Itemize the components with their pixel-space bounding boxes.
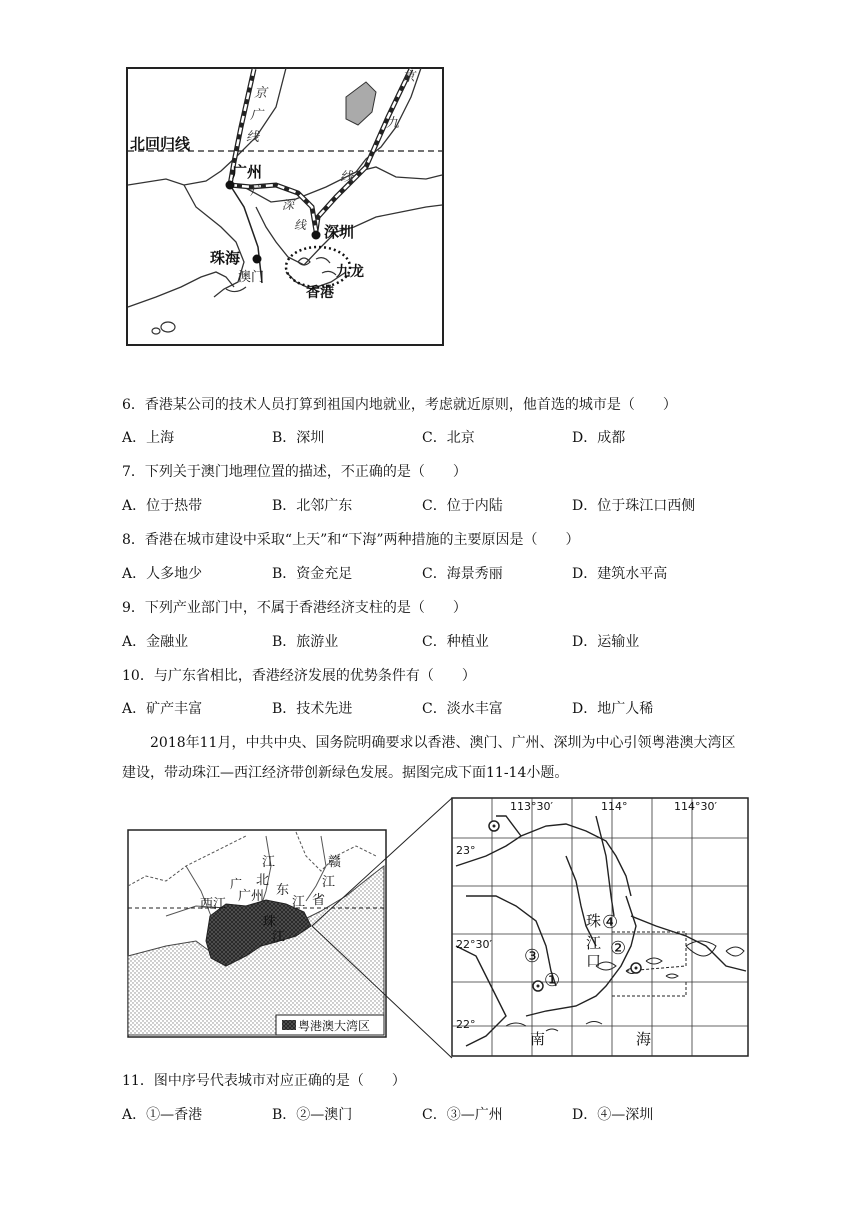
pearl-river-delta-railway-map xyxy=(126,67,444,347)
question-stem: 6．香港某公司的技术人员打算到祖国内地就业，考虑就近原则，他首选的城市是（ ） xyxy=(122,397,677,413)
jingguang-label-1: 京 xyxy=(254,86,268,101)
option-b[interactable]: B．②—澳门 xyxy=(272,1107,353,1123)
guangzhou-label: 广州 xyxy=(232,163,263,181)
lon-label-3: 114°30′ xyxy=(674,800,717,813)
ganjiang-label-2: 江 xyxy=(322,875,336,890)
macau-label: 澳门 xyxy=(238,270,265,285)
guangshen-label-3: 线 xyxy=(294,218,307,232)
jingjiu-label-2: 九 xyxy=(386,116,400,131)
lat-label-1: 23° xyxy=(456,844,476,857)
detail-map xyxy=(452,798,748,1056)
option-d[interactable]: D．地广人稀 xyxy=(572,701,654,717)
option-b[interactable]: B．深圳 xyxy=(272,430,325,446)
passage-text: 2018年11月，中共中央、国务院明确要求以香港、澳门、广州、深圳为中心引领粤港澳大湾区建设，带动珠江—西江经济带创新绿色发展。据图完成下面11-14小题。 xyxy=(122,735,736,781)
jingguang-label-3: 线 xyxy=(246,130,260,145)
option-a[interactable]: A．位于热带 xyxy=(122,498,203,514)
beijiang-label-1: 江 xyxy=(262,855,276,870)
marker-2: ② xyxy=(610,938,627,959)
beijiang-label-2: 北 xyxy=(256,873,270,888)
option-d[interactable]: D．位于珠江口西侧 xyxy=(572,498,696,514)
option-a[interactable]: A．金融业 xyxy=(122,634,189,650)
marker-4: ④ xyxy=(602,912,619,933)
lat-label-2: 22°30′ xyxy=(456,938,492,951)
jingguang-label-2: 广 xyxy=(250,108,264,123)
tropic-label: 北回归线 xyxy=(130,135,191,153)
xijiang-label: 西江 xyxy=(200,897,227,912)
zhuhai-dot xyxy=(253,255,262,264)
jingjiu-label-3: 线 xyxy=(340,170,354,185)
zhuhai-label: 珠海 xyxy=(210,249,241,267)
option-a[interactable]: A．人多地少 xyxy=(122,566,203,582)
lat-label-3: 22° xyxy=(456,1018,476,1031)
lon-label-1: 113°30′ xyxy=(510,800,553,813)
legend-label: 粤港澳大湾区 xyxy=(298,1019,371,1033)
question-stem: 10．与广东省相比，香港经济发展的优势条件有（ ） xyxy=(122,668,476,684)
zhujiang-label-1: 珠 xyxy=(263,915,277,930)
guangzhou-label: 广州 xyxy=(238,889,265,904)
option-c[interactable]: C．位于内陆 xyxy=(422,498,503,514)
zhujiang-label-2: 江 xyxy=(272,930,286,945)
option-c[interactable]: C．海景秀丽 xyxy=(422,566,503,582)
greater-bay-area-maps xyxy=(126,796,752,1060)
overview-map xyxy=(128,830,386,1037)
option-d[interactable]: D．④—深圳 xyxy=(572,1107,654,1123)
jingjiu-label-1: 京 xyxy=(402,70,416,85)
question-stem: 9．下列产业部门中，不属于香港经济支柱的是（ ） xyxy=(122,600,467,616)
nan-label: 南 xyxy=(530,1030,546,1048)
question-stem: 7．下列关于澳门地理位置的描述，不正确的是（ ） xyxy=(122,464,467,480)
option-a[interactable]: A．上海 xyxy=(122,430,175,446)
zhu-label: 珠 xyxy=(586,912,602,930)
option-d[interactable]: D．运输业 xyxy=(572,634,640,650)
shenzhen-label: 深圳 xyxy=(324,223,355,241)
shenzhen-dot xyxy=(312,231,321,240)
option-b[interactable]: B．旅游业 xyxy=(272,634,339,650)
guangshen-label-2: 深 xyxy=(282,198,295,212)
option-c[interactable]: C．北京 xyxy=(422,430,475,446)
option-c[interactable]: C．种植业 xyxy=(422,634,489,650)
hongkong-label: 香港 xyxy=(306,285,334,301)
ganjiang-label-1: 赣 xyxy=(328,855,342,870)
kowloon-label: 九龙 xyxy=(336,264,364,280)
hai-label: 海 xyxy=(636,1030,652,1048)
jiang-label: 江 xyxy=(586,934,602,952)
marker-1: ① xyxy=(544,970,561,991)
question-stem: 8．香港在城市建设中采取“上天”和“下海”两种措施的主要原因是（ ） xyxy=(122,532,580,548)
question-stem: 11．图中序号代表城市对应正确的是（ ） xyxy=(122,1073,406,1089)
dongjiang-label-2: 江 xyxy=(292,895,306,910)
option-b[interactable]: B．北邻广东 xyxy=(272,498,353,514)
option-a[interactable]: A．矿产丰富 xyxy=(122,701,203,717)
option-d[interactable]: D．建筑水平高 xyxy=(572,566,668,582)
guangshen-label-1: 广 xyxy=(250,184,263,198)
guangzhou-dot xyxy=(226,181,235,190)
lon-label-2: 114° xyxy=(601,800,628,813)
dongjiang-label-1: 东 xyxy=(276,883,290,898)
svg-text:广: 广 xyxy=(230,877,243,891)
marker-3: ③ xyxy=(524,946,541,967)
sheng-label: 省 xyxy=(312,893,326,908)
option-b[interactable]: B．资金充足 xyxy=(272,566,353,582)
option-c[interactable]: C．淡水丰富 xyxy=(422,701,503,717)
option-b[interactable]: B．技术先进 xyxy=(272,701,353,717)
option-a[interactable]: A．①—香港 xyxy=(122,1107,203,1123)
option-c[interactable]: C．③—广州 xyxy=(422,1107,503,1123)
legend-swatch xyxy=(282,1020,296,1030)
option-d[interactable]: D．成都 xyxy=(572,430,626,446)
kou-label: 口 xyxy=(586,952,602,970)
